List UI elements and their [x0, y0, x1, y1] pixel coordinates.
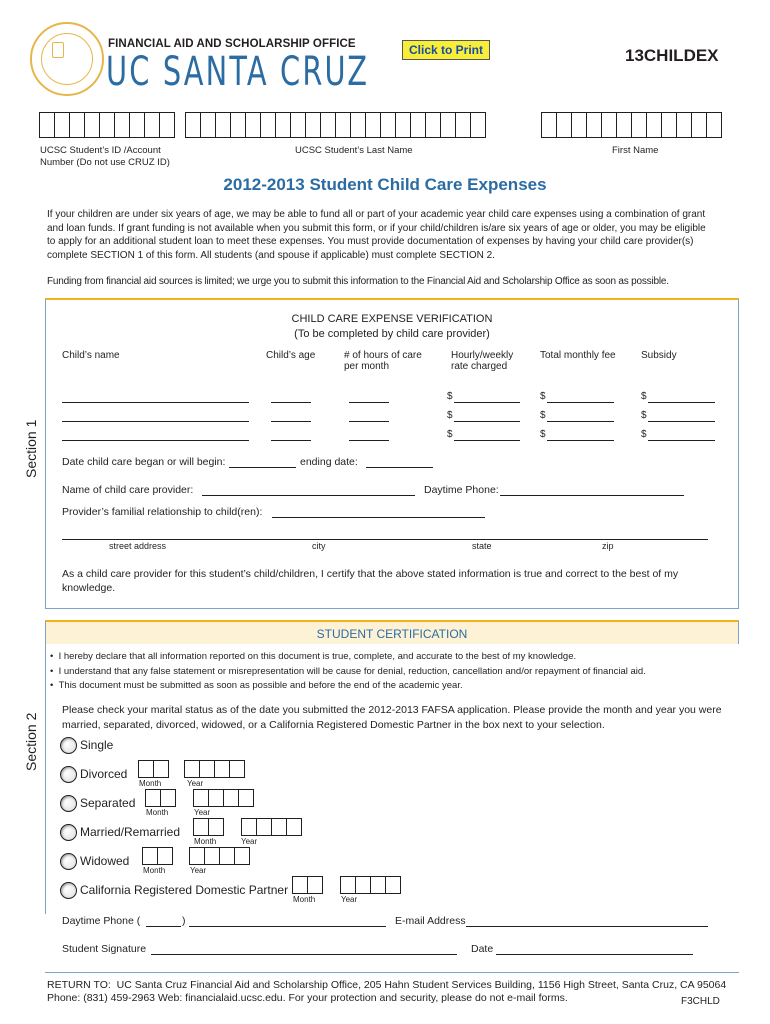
return-text: UC Santa Cruz Financial Aid and Scholarship Office, 205 Hahn Student Services Building, 1156 High Street, Santa Cruz, CA 95064: [116, 979, 727, 991]
form-title: 2012-2013 Student Child Care Expenses: [223, 175, 547, 194]
child-name-3[interactable]: [62, 440, 249, 441]
state-label: state: [472, 541, 492, 551]
child-fee-1[interactable]: [547, 402, 614, 403]
radio-widowed[interactable]: [60, 853, 77, 870]
dollar-sign: $: [540, 391, 546, 402]
university-seal: [30, 22, 104, 96]
first-name-label: First Name: [612, 145, 659, 156]
funding-note: Funding from financial aid sources is limited; we urge you to submit this information to the Financial Aid and Scholarship Office as soon as possible.: [47, 276, 669, 287]
month-label: Month: [293, 895, 316, 904]
provider-phone-input[interactable]: [500, 495, 684, 496]
divorced-year-boxes[interactable]: [184, 760, 244, 778]
signature-label: Student Signature: [62, 943, 147, 955]
section-1-label: Section 1: [23, 419, 39, 478]
provider-address-input[interactable]: [62, 539, 708, 540]
child-fee-3[interactable]: [547, 440, 614, 441]
student-id-label: UCSC Student’s ID /Account Number (Do not use CRUZ ID): [40, 145, 170, 168]
option-divorced-label: Divorced: [80, 767, 128, 781]
child-name-1[interactable]: [62, 402, 249, 403]
child-hours-1[interactable]: [349, 402, 389, 403]
year-label: Year: [241, 837, 258, 846]
street-label: street address: [109, 541, 167, 551]
signature-input[interactable]: [151, 954, 457, 955]
last-name-label: UCSC Student’s Last Name: [295, 145, 413, 156]
month-label: Month: [146, 808, 169, 817]
dollar-sign: $: [641, 429, 647, 440]
option-separated-label: Separated: [80, 796, 136, 810]
print-button[interactable]: Click to Print: [402, 40, 490, 60]
child-subsidy-2[interactable]: [648, 421, 715, 422]
child-name-2[interactable]: [62, 421, 249, 422]
provider-certification: As a child care provider for this student’s child/children, I certify that the above stated information is true and correct to the best of my knowledge.: [62, 568, 679, 594]
ending-date-input[interactable]: [366, 467, 433, 468]
return-label: RETURN TO:: [47, 979, 111, 991]
city-label: city: [312, 541, 326, 551]
child-age-1[interactable]: [271, 402, 311, 403]
widowed-year-boxes[interactable]: [189, 847, 249, 865]
child-rate-3[interactable]: [454, 440, 520, 441]
col-monthly-fee: Total monthly fee: [540, 350, 616, 361]
dollar-sign: $: [447, 429, 453, 440]
dollar-sign: $: [540, 410, 546, 421]
student-area-code-input[interactable]: [146, 926, 181, 927]
radio-domestic-partner[interactable]: [60, 882, 77, 899]
partner-month-boxes[interactable]: [292, 876, 322, 894]
dollar-sign: $: [641, 410, 647, 421]
section-1-subheading: (To be completed by child care provider): [294, 328, 490, 340]
year-label: Year: [187, 779, 204, 788]
option-domestic-partner-label: California Registered Domestic Partner: [80, 883, 289, 897]
widowed-month-boxes[interactable]: [142, 847, 172, 865]
university-name: UC SANTA CRUZ: [106, 49, 370, 95]
child-hours-2[interactable]: [349, 421, 389, 422]
dollar-sign: $: [447, 391, 453, 402]
option-single-label: Single: [80, 738, 114, 752]
student-phone-label: Daytime Phone (: [62, 915, 141, 927]
phone-close-paren: ): [182, 915, 186, 927]
dollar-sign: $: [447, 410, 453, 421]
dollar-sign: $: [641, 391, 647, 402]
radio-divorced[interactable]: [60, 766, 77, 783]
option-married-label: Married/Remarried: [80, 825, 181, 839]
bullet-item: • I understand that any false statement or misrepresentation will be cause for denial, reduction, cancellation and/or repayment of financial aid.: [50, 665, 646, 677]
year-label: Year: [194, 808, 211, 817]
first-name-boxes[interactable]: [541, 112, 721, 138]
student-id-boxes[interactable]: [39, 112, 174, 138]
col-rate: Hourly/weekly rate charged: [451, 350, 514, 372]
ending-date-label: ending date:: [300, 456, 358, 468]
child-fee-2[interactable]: [547, 421, 614, 422]
form-code: 13CHILDEX: [625, 46, 719, 65]
provider-name-input[interactable]: [202, 495, 415, 496]
intro-paragraph: If your children are under six years of age, we may be able to fund all or part of your academic year child care expenses using a combination of grant and loan funds. If grant funding is not available when you submit this form, or if your child/children is/are six years of age or older, you may be eligible to apply for an additional student loan to meet these expenses. You must provide documentation of expenses by having your child care provider(s) complete SECTION 1 of this form. All students (and spouse if applicable) must complete SECTION 2.: [47, 209, 706, 261]
divorced-month-boxes[interactable]: [138, 760, 168, 778]
month-label: Month: [139, 779, 162, 788]
section-2-heading: STUDENT CERTIFICATION: [316, 627, 468, 641]
radio-married[interactable]: [60, 824, 77, 841]
provider-name-label: Name of child care provider:: [62, 484, 194, 496]
child-subsidy-3[interactable]: [648, 440, 715, 441]
child-subsidy-1[interactable]: [648, 402, 715, 403]
bullet-item: • This document must be submitted as soon as possible and before the end of the academic year.: [50, 680, 463, 691]
col-hours: # of hours of care per month: [344, 350, 422, 372]
month-label: Month: [194, 837, 217, 846]
year-label: Year: [190, 866, 207, 875]
section-1-box: [45, 298, 739, 609]
relationship-label: Provider’s familial relationship to child(ren):: [62, 506, 263, 518]
child-rate-1[interactable]: [454, 402, 520, 403]
date-input[interactable]: [496, 954, 693, 955]
married-month-boxes[interactable]: [193, 818, 223, 836]
return-address: [47, 979, 726, 991]
footer-code: F3CHLD: [681, 996, 720, 1007]
contact-info: Phone: (831) 459-2963 Web: financialaid.ucsc.edu. For your protection and security, please do not e-mail forms.: [47, 992, 568, 1004]
student-phone-input[interactable]: [189, 926, 386, 927]
certification-bullets: [50, 650, 730, 694]
radio-separated[interactable]: [60, 795, 77, 812]
married-year-boxes[interactable]: [241, 818, 301, 836]
provider-phone-label: Daytime Phone:: [424, 484, 499, 496]
separated-year-boxes[interactable]: [193, 789, 253, 807]
zip-label: zip: [602, 541, 614, 551]
col-child-age: Child’s age: [266, 350, 316, 361]
separated-month-boxes[interactable]: [145, 789, 175, 807]
email-input[interactable]: [466, 926, 708, 927]
month-label: Month: [143, 866, 166, 875]
bullet-item: • I hereby declare that all information reported on this document is true, complete, and accurate to the best of my knowledge.: [50, 651, 577, 662]
email-label: E-mail Address: [395, 915, 466, 927]
child-age-3[interactable]: [271, 440, 311, 441]
date-began-label: Date child care began or will begin:: [62, 456, 226, 468]
section-1-heading: CHILD CARE EXPENSE VERIFICATION: [291, 313, 493, 325]
last-name-boxes[interactable]: [185, 112, 485, 138]
marital-instructions: Please check your marital status as of the date you submitted the 2012-2013 FAFSA application. Please provide the month and year you were married, separated, divorced, widowed, or a California Registered Domestic Partner in the box next to your selection.: [62, 704, 722, 731]
child-age-2[interactable]: [271, 421, 311, 422]
dollar-sign: $: [540, 429, 546, 440]
relationship-input[interactable]: [272, 517, 485, 518]
radio-single[interactable]: [60, 737, 77, 754]
footer-divider: [45, 972, 739, 973]
section-2-label: Section 2: [23, 712, 39, 771]
child-rate-2[interactable]: [454, 421, 520, 422]
option-widowed-label: Widowed: [80, 854, 130, 868]
child-hours-3[interactable]: [349, 440, 389, 441]
date-began-input[interactable]: [229, 467, 296, 468]
year-label: Year: [341, 895, 358, 904]
partner-year-boxes[interactable]: [340, 876, 400, 894]
office-name: FINANCIAL AID AND SCHOLARSHIP OFFICE: [108, 38, 356, 50]
col-child-name: Child’s name: [62, 350, 120, 361]
date-label: Date: [471, 943, 494, 955]
col-subsidy: Subsidy: [641, 350, 677, 361]
